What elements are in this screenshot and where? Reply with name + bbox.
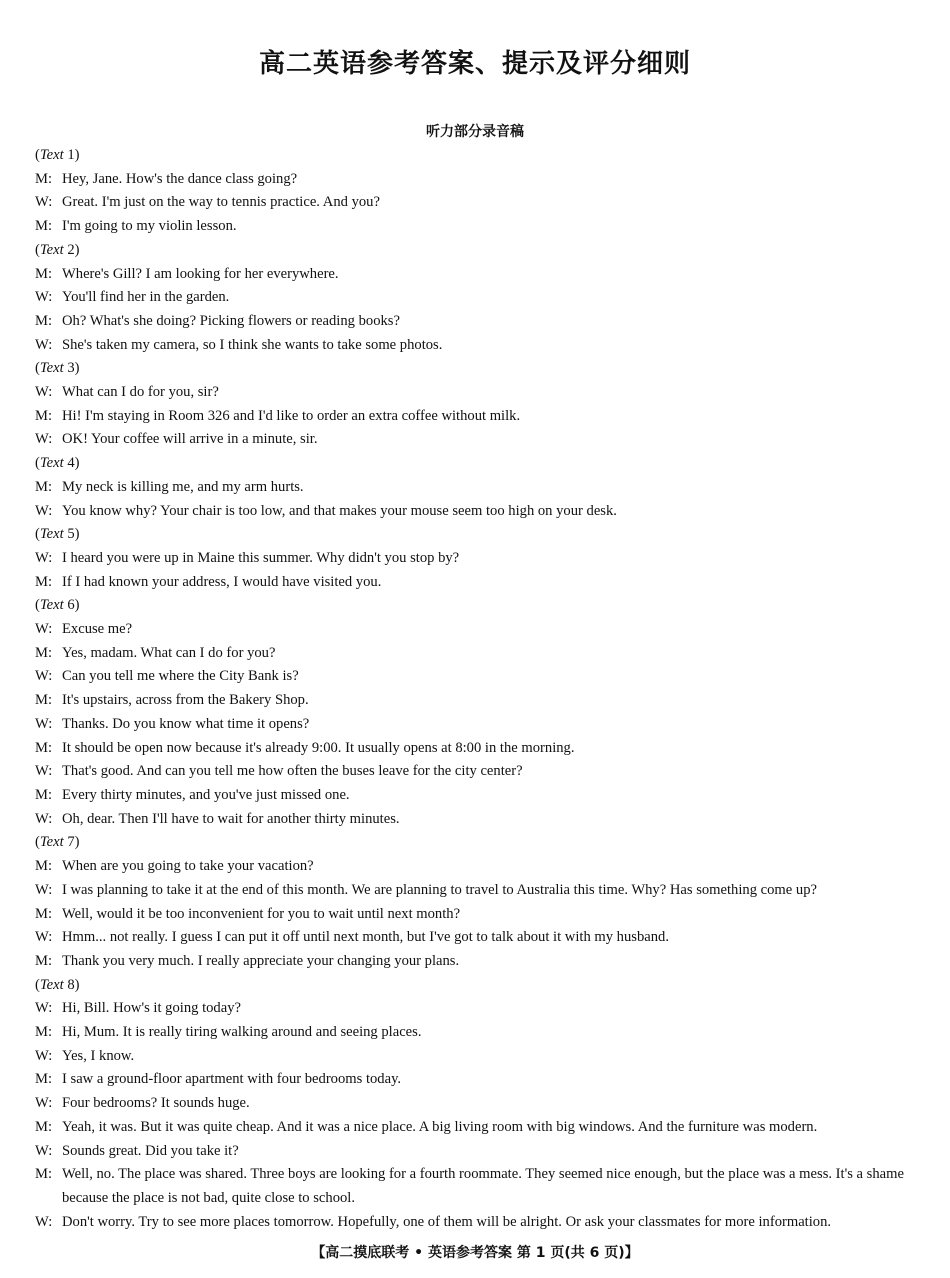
dialogue-text: Yes, I know.	[62, 1047, 135, 1064]
speaker-label: W:	[35, 194, 53, 211]
dialogue-text: When are you going to take your vacation?	[62, 858, 314, 875]
dialogue-text: Great. I'm just on the way to tennis practice. And you?	[62, 194, 380, 211]
speaker-label: W:	[35, 1047, 53, 1064]
speaker-label: W:	[35, 502, 53, 519]
speaker-label: M:	[35, 407, 53, 424]
dialogue-line	[35, 428, 920, 452]
text-label-word: Text	[39, 976, 64, 993]
text-label-open: (	[35, 455, 40, 472]
dialogue-text: Well, no. The place was shared. Three boys are looking for a fourth roommate. They seemed nice enough, but the place was a mess. It's a shame because the place is not bad, quite close to school.	[62, 1166, 904, 1206]
dialogue-text: What can I do for you, sir?	[62, 384, 219, 401]
speaker-label: M:	[35, 786, 53, 803]
dialogue-text: Hey, Jane. How's the dance class going?	[62, 170, 298, 187]
dialogue-text: Well, would it be too inconvenient for you to wait until next month?	[62, 905, 461, 922]
dialogue-line	[35, 1140, 920, 1164]
text-label-number: 6)	[63, 597, 80, 614]
dialogue-line	[35, 997, 920, 1021]
dialogue-text: I'm going to my violin lesson.	[62, 218, 237, 235]
speaker-label: W:	[35, 1142, 53, 1159]
speaker-label: M:	[35, 478, 53, 495]
dialogue-line	[35, 381, 920, 405]
text-label-number: 7)	[63, 834, 80, 851]
dialogue-line	[35, 879, 920, 903]
dialogue-text: It's upstairs, across from the Bakery Shop.	[62, 692, 309, 709]
text-label-number: 8)	[63, 976, 80, 993]
text-label	[35, 452, 920, 476]
speaker-label: W:	[35, 621, 53, 638]
dialogue-text: OK! Your coffee will arrive in a minute, sir.	[62, 431, 318, 448]
speaker-label: W:	[35, 384, 53, 401]
dialogue-text: I was planning to take it at the end of this month. We are planning to travel to Australia this time. Why? Has something come up?	[62, 881, 817, 898]
text-label-number: 5)	[63, 526, 80, 543]
dialogue-text: Hi! I'm staying in Room 326 and I'd like to order an extra coffee without milk.	[62, 407, 521, 424]
dialogue-line	[35, 737, 920, 761]
speaker-label: M:	[35, 858, 53, 875]
dialogue-text: I heard you were up in Maine this summer. Why didn't you stop by?	[62, 549, 460, 566]
dialogue-text: It should be open now because it's already 9:00. It usually opens at 8:00 in the morning.	[62, 739, 575, 756]
dialogue-text: Don't worry. Try to see more places tomorrow. Hopefully, one of them will be alright. Or ask your classmates for more information.	[62, 1213, 832, 1230]
dialogue-text: Thanks. Do you know what time it opens?	[62, 715, 310, 732]
dialogue-text: She's taken my camera, so I think she wants to take some photos.	[62, 336, 443, 353]
dialogue-line	[35, 405, 920, 429]
speaker-label: W:	[35, 668, 53, 685]
text-label-word: Text	[39, 360, 64, 377]
text-label-word: Text	[39, 597, 64, 614]
page-title: 高二英语参考答案、提示及评分细则	[258, 49, 691, 79]
dialogue-text: Sounds great. Did you take it?	[62, 1142, 239, 1159]
dialogue-line	[35, 903, 920, 927]
dialogue-line	[35, 215, 920, 239]
dialogue-line	[35, 1045, 920, 1069]
text-label-open: (	[35, 597, 40, 614]
dialogue-text: Thank you very much. I really appreciate your changing your plans.	[62, 952, 460, 969]
speaker-label: M:	[35, 265, 53, 282]
text-label-word: Text	[39, 834, 64, 851]
text-label	[35, 357, 920, 381]
dialogue-text: Oh, dear. Then I'll have to wait for another thirty minutes.	[62, 810, 400, 827]
speaker-label: M:	[35, 1166, 53, 1183]
dialogue-line	[35, 1211, 920, 1235]
speaker-label: M:	[35, 312, 53, 329]
dialogue-line	[35, 334, 920, 358]
text-label-number: 1)	[63, 147, 80, 163]
text-label	[35, 239, 920, 263]
text-label-open: (	[35, 526, 40, 543]
dialogue-line	[35, 1068, 920, 1092]
dialogue-text: Where's Gill? I am looking for her everywhere.	[62, 265, 339, 282]
text-label-number: 4)	[63, 455, 80, 472]
text-label-open: (	[35, 834, 40, 851]
text-label-number: 2)	[63, 241, 80, 258]
speaker-label: W:	[35, 715, 53, 732]
speaker-label: M:	[35, 1118, 53, 1135]
dialogue-text: Yeah, it was. But it was quite cheap. And it was a nice place. A big living room with big windows. And the furniture was modern.	[62, 1118, 818, 1135]
dialogue-line	[35, 547, 920, 571]
dialogue-line	[35, 760, 920, 784]
speaker-label: W:	[35, 549, 53, 566]
page-footer: 【高二摸底联考 • 英语参考答案 第 1 页(共 6 页)】	[311, 1245, 639, 1261]
speaker-label: W:	[35, 431, 53, 448]
speaker-label: M:	[35, 218, 53, 235]
speaker-label: W:	[35, 1095, 53, 1112]
dialogue-text: You'll find her in the garden.	[62, 289, 230, 306]
dialogue-line	[35, 310, 920, 334]
dialogue-line	[35, 168, 920, 192]
speaker-label: M:	[35, 573, 53, 590]
text-label-number: 3)	[63, 360, 80, 377]
dialogue-text: You know why? Your chair is too low, and that makes your mouse seem too high on your desk.	[62, 502, 617, 519]
text-label-word: Text	[39, 147, 64, 163]
speaker-label: M:	[35, 905, 53, 922]
dialogue-line	[35, 950, 920, 974]
speaker-label: M:	[35, 644, 53, 661]
text-label	[35, 523, 920, 547]
dialogue-line	[35, 808, 920, 832]
text-label	[35, 831, 920, 855]
speaker-label: M:	[35, 692, 53, 709]
dialogue-line	[35, 286, 920, 310]
text-label	[35, 974, 920, 998]
speaker-label: M:	[35, 739, 53, 756]
dialogue-text: Oh? What's she doing? Picking flowers or reading books?	[62, 312, 400, 329]
dialogue-line	[35, 476, 920, 500]
dialogue-text: That's good. And can you tell me how often the buses leave for the city center?	[62, 763, 523, 780]
dialogue-line	[35, 665, 920, 689]
text-label-word: Text	[39, 526, 64, 543]
dialogue-text: Yes, madam. What can I do for you?	[62, 644, 276, 661]
text-label-word: Text	[39, 241, 64, 258]
dialogue-line	[35, 1163, 920, 1210]
text-label-open: (	[35, 147, 40, 163]
dialogue-line	[35, 855, 920, 879]
text-label	[35, 144, 920, 168]
dialogue-line	[35, 571, 920, 595]
dialogue-line	[35, 191, 920, 215]
speaker-label: W:	[35, 929, 53, 946]
section-heading: 听力部分录音稿	[426, 124, 524, 140]
dialogue-line	[35, 618, 920, 642]
dialogue-line	[35, 784, 920, 808]
dialogue-text: Hmm... not really. I guess I can put it off until next month, but I've got to talk about it with my husband.	[62, 929, 669, 946]
speaker-label: M:	[35, 952, 53, 969]
transcript	[35, 144, 920, 1234]
text-label	[35, 594, 920, 618]
dialogue-text: Hi, Mum. It is really tiring walking around and seeing places.	[62, 1024, 422, 1041]
dialogue-line	[35, 500, 920, 524]
dialogue-text: Can you tell me where the City Bank is?	[62, 668, 299, 685]
text-label-word: Text	[39, 455, 64, 472]
text-label-open: (	[35, 241, 40, 258]
speaker-label: W:	[35, 289, 53, 306]
dialogue-text: Hi, Bill. How's it going today?	[62, 1000, 241, 1017]
dialogue-line	[35, 713, 920, 737]
speaker-label: W:	[35, 336, 53, 353]
speaker-label: M:	[35, 1024, 53, 1041]
speaker-label: W:	[35, 881, 53, 898]
text-label-open: (	[35, 976, 40, 993]
speaker-label: W:	[35, 763, 53, 780]
dialogue-line	[35, 926, 920, 950]
dialogue-text: My neck is killing me, and my arm hurts.	[62, 478, 304, 495]
text-label-open: (	[35, 360, 40, 377]
dialogue-line	[35, 263, 920, 287]
dialogue-line	[35, 689, 920, 713]
dialogue-text: Four bedrooms? It sounds huge.	[62, 1095, 250, 1112]
dialogue-text: I saw a ground-floor apartment with four bedrooms today.	[62, 1071, 402, 1088]
speaker-label: M:	[35, 1071, 53, 1088]
dialogue-line	[35, 1116, 920, 1140]
dialogue-text: Excuse me?	[62, 621, 133, 638]
speaker-label: W:	[35, 1213, 53, 1230]
dialogue-line	[35, 1092, 920, 1116]
dialogue-line	[35, 1021, 920, 1045]
speaker-label: M:	[35, 170, 53, 187]
dialogue-text: If I had known your address, I would have visited you.	[62, 573, 382, 590]
speaker-label: W:	[35, 810, 53, 827]
dialogue-line	[35, 642, 920, 666]
dialogue-text: Every thirty minutes, and you've just missed one.	[62, 786, 350, 803]
speaker-label: W:	[35, 1000, 53, 1017]
